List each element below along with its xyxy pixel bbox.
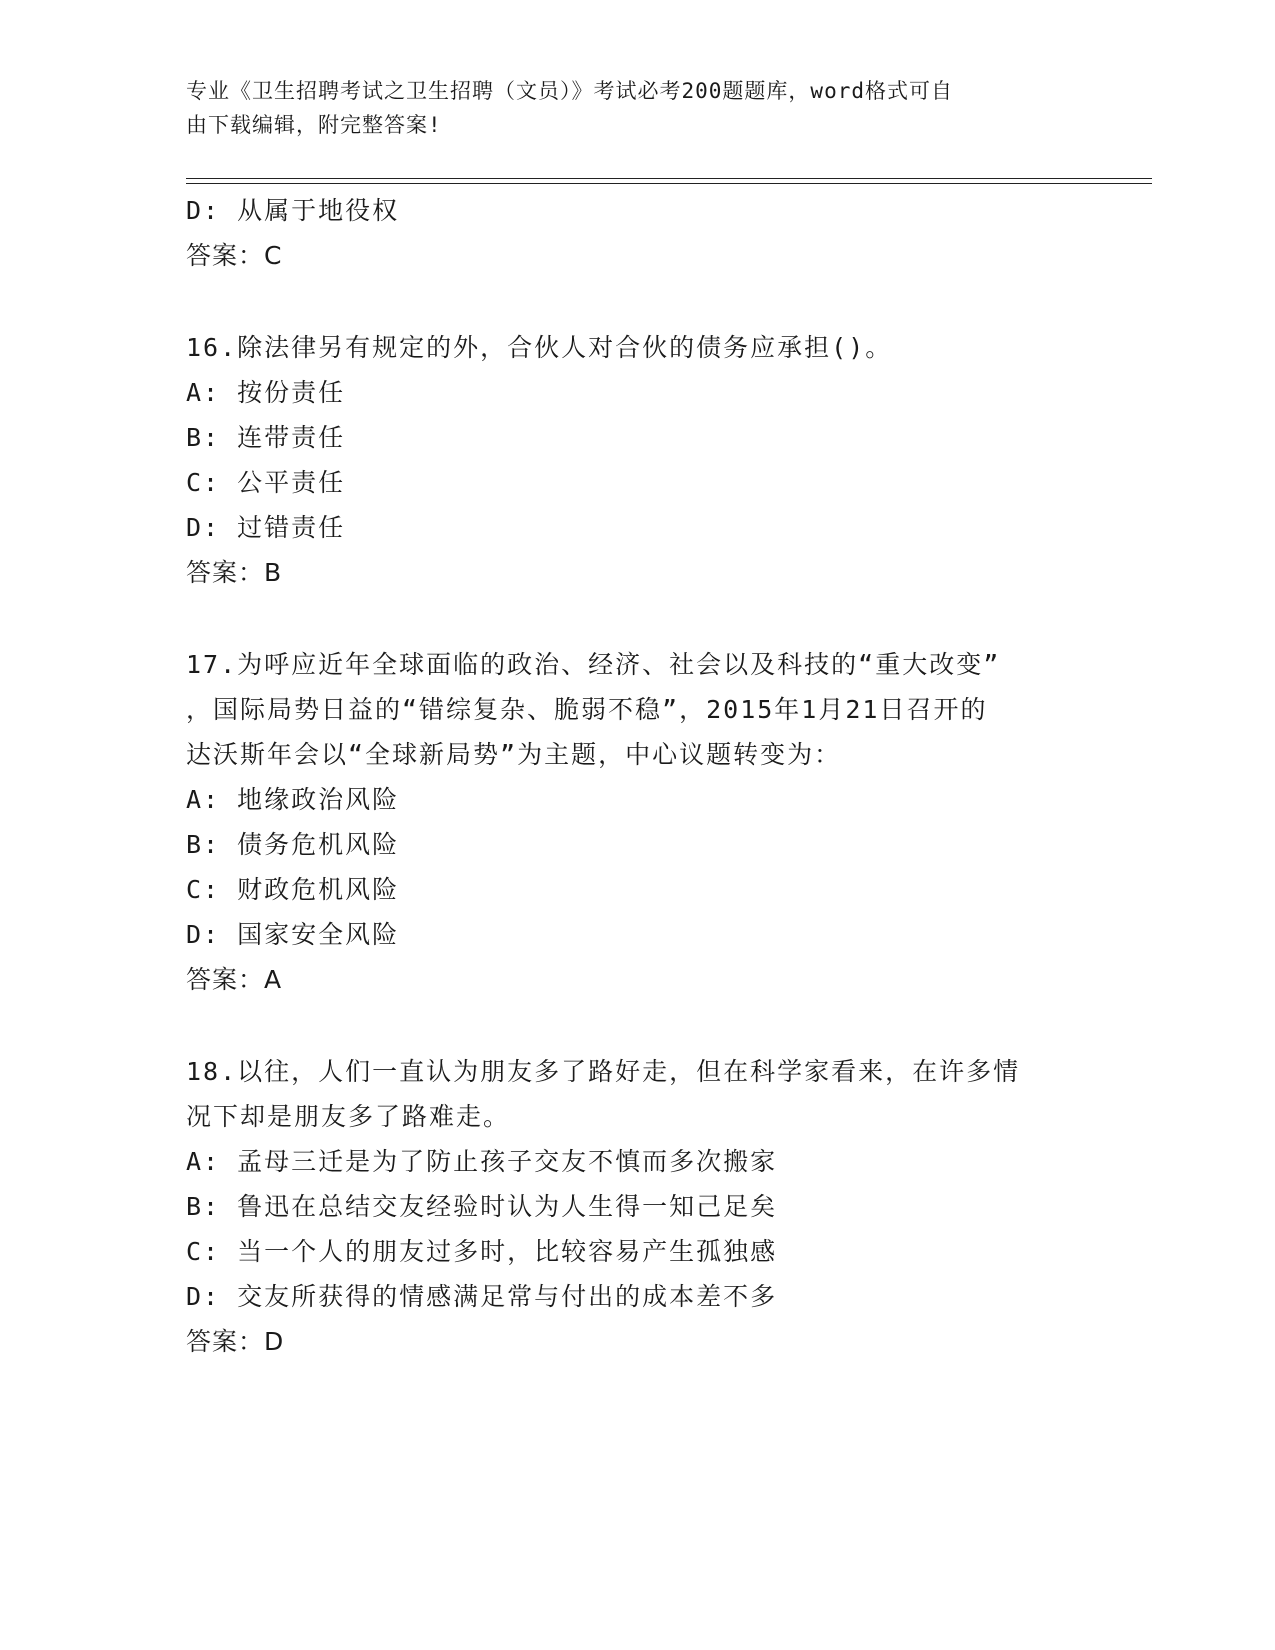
question-content (186, 188, 1126, 1364)
carryover-block (186, 188, 1126, 278)
question-17 (186, 642, 1126, 1002)
question-stem-line: 16.除法律另有规定的外，合伙人对合伙的债务应承担()。 (186, 333, 893, 362)
option-d: D: 从属于地役权 (186, 196, 400, 225)
question-stem-line: 达沃斯年会以“全球新局势”为主题，中心议题转变为： (186, 740, 842, 769)
option-c: C: 公平责任 (186, 468, 346, 497)
question-stem-line: ，国际局势日益的“错综复杂、脆弱不稳”，2015年1月21日召开的 (186, 695, 988, 724)
question-stem-line: 况下却是朋友多了路难走。 (186, 1102, 511, 1131)
question-18 (186, 1049, 1126, 1364)
header-rule-top (186, 178, 1152, 179)
option-d: D: 国家安全风险 (186, 920, 400, 949)
answer: 答案：C (186, 241, 283, 270)
question-stem-line: 18.以往，人们一直认为朋友多了路好走，但在科学家看来，在许多情 (186, 1057, 1021, 1086)
header-rule-bottom (186, 183, 1152, 184)
option-d: D: 过错责任 (186, 513, 346, 542)
spacer (186, 595, 1126, 642)
answer: 答案：A (186, 965, 283, 994)
spacer (186, 278, 1126, 325)
option-b: B: 鲁迅在总结交友经验时认为人生得一知己足矣 (186, 1192, 778, 1221)
option-c: C: 当一个人的朋友过多时，比较容易产生孤独感 (186, 1237, 778, 1266)
option-c: C: 财政危机风险 (186, 875, 400, 904)
option-b: B: 债务危机风险 (186, 830, 400, 859)
header-line-1: 专业《卫生招聘考试之卫生招聘（文员）》考试必考200题题库，word格式可自 (186, 79, 953, 103)
option-a: A: 地缘政治风险 (186, 785, 400, 814)
option-d: D: 交友所获得的情感满足常与付出的成本差不多 (186, 1282, 778, 1311)
option-a: A: 按份责任 (186, 378, 346, 407)
answer: 答案：B (186, 558, 283, 587)
spacer (186, 1002, 1126, 1049)
option-b: B: 连带责任 (186, 423, 346, 452)
header-line-2: 由下载编辑，附完整答案! (186, 113, 442, 137)
option-a: A: 孟母三迁是为了防止孩子交友不慎而多次搬家 (186, 1147, 778, 1176)
question-stem-line: 17.为呼应近年全球面临的政治、经济、社会以及科技的“重大改变” (186, 650, 1001, 679)
question-16 (186, 325, 1126, 595)
answer: 答案：D (186, 1327, 285, 1356)
document-header (186, 74, 1086, 142)
